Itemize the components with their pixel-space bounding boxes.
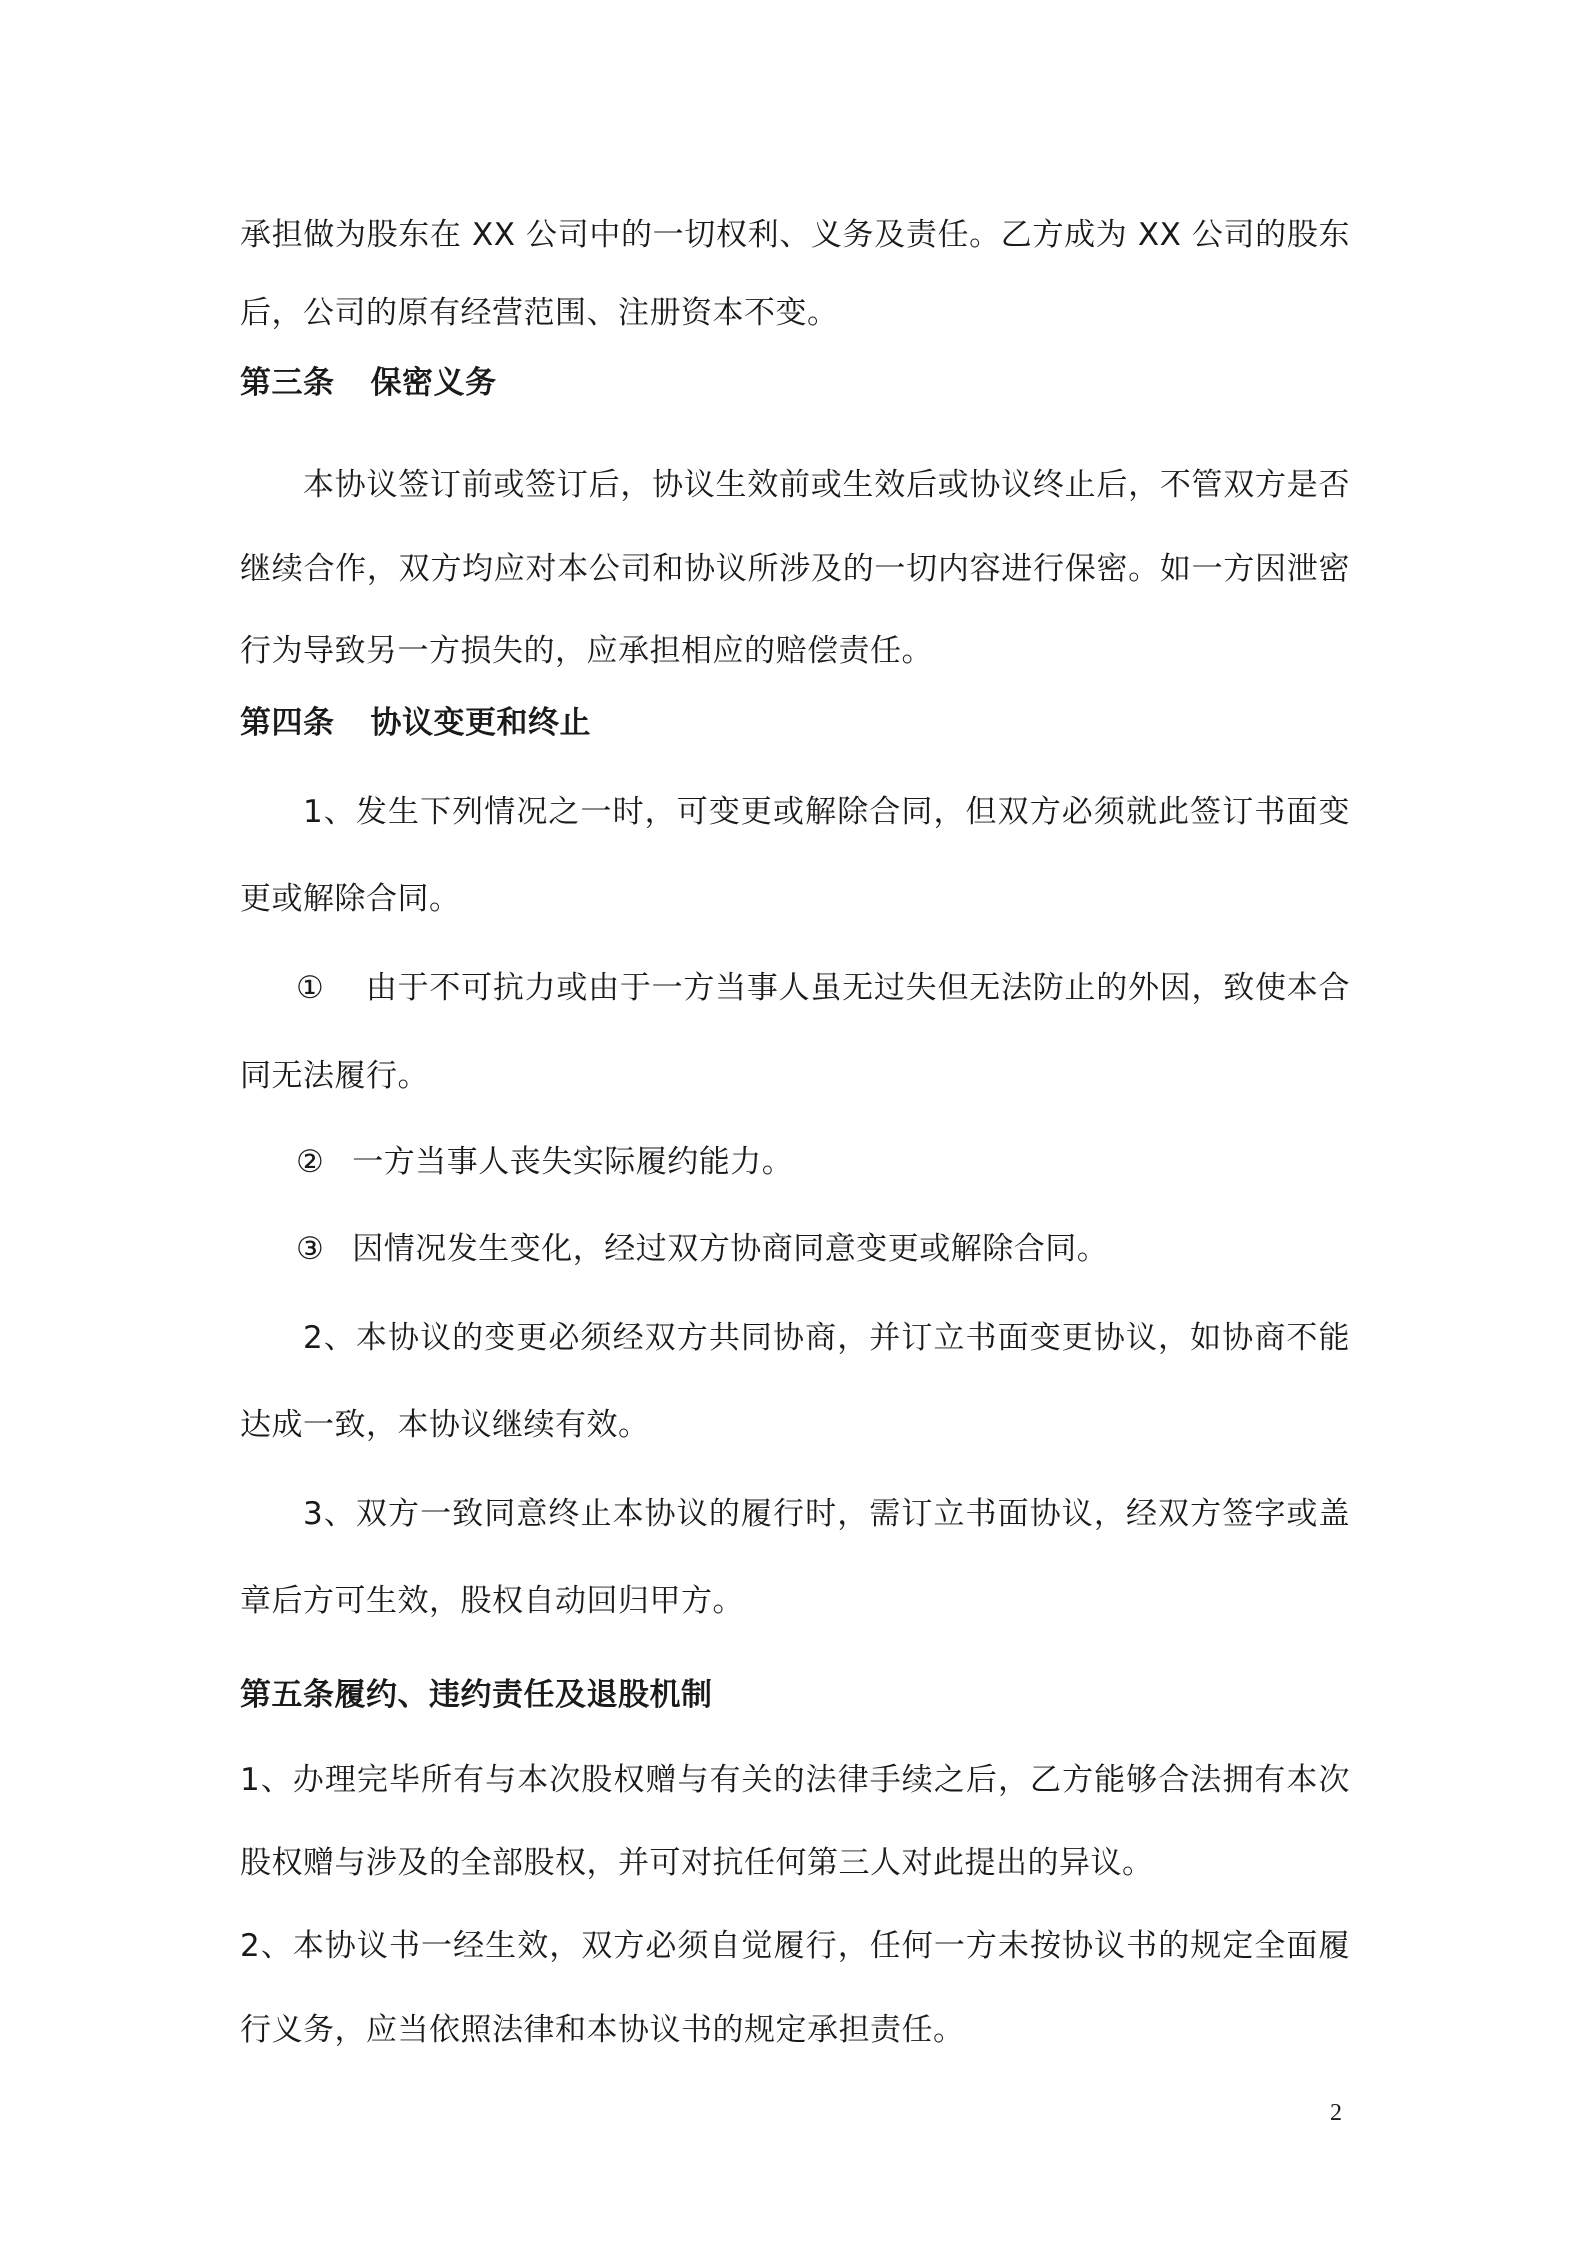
article3-heading — [240, 363, 1350, 403]
article4-sub1-text: 由于不可抗力或由于一方当事人虽无过失但无法防止的外因，致使本合 — [365, 970, 1351, 1006]
article3-title: 保密义务 — [370, 365, 497, 401]
article5-item1-line-1: 1、办理完毕所有与本次股权赠与有关的法律手续之后，乙方能够合法拥有本次 — [240, 1762, 1350, 1798]
article5-item1-line-2: 股权赠与涉及的全部股权，并可对抗任何第三人对此提出的异议。 — [240, 1845, 1154, 1881]
article4-sub2-text: 一方当事人丧失实际履约能力。 — [352, 1144, 794, 1180]
article4-item2-line-1: 2、本协议的变更必须经双方共同协商，并订立书面变更协议，如协商不能 — [303, 1320, 1350, 1356]
article3-number: 第三条 — [240, 365, 335, 401]
circled-two-marker: ② — [296, 1144, 325, 1180]
article4-sub1-line-1 — [296, 968, 1350, 1008]
article4-item1-line-1: 1、发生下列情况之一时，可变更或解除合同，但双方必须就此签订书面变 — [303, 794, 1350, 830]
article4-sub1-line-2: 同无法履行。 — [240, 1058, 429, 1094]
article4-item3-line-1: 3、双方一致同意终止本协议的履行时，需订立书面协议，经双方签字或盖 — [303, 1496, 1350, 1532]
article4-item2-line-2: 达成一致，本协议继续有效。 — [240, 1407, 650, 1443]
article5-heading: 第五条履约、违约责任及退股机制 — [240, 1677, 713, 1713]
circled-one-marker: ① — [296, 970, 325, 1006]
article5-item2-line-1: 2、本协议书一经生效，双方必须自觉履行，任何一方未按协议书的规定全面履 — [240, 1928, 1350, 1964]
article4-heading — [240, 703, 1350, 743]
article3-text-line-2: 继续合作，双方均应对本公司和协议所涉及的一切内容进行保密。如一方因泄密 — [240, 551, 1350, 587]
article4-sub3-text: 因情况发生变化，经过双方协商同意变更或解除合同。 — [352, 1231, 1109, 1267]
article4-sub2-line — [296, 1142, 1350, 1182]
article3-text-line-1: 本协议签订前或签订后，协议生效前或生效后或协议终止后，不管双方是否 — [303, 467, 1350, 503]
article4-item1-line-2: 更或解除合同。 — [240, 881, 461, 917]
article4-item3-line-2: 章后方可生效，股权自动回归甲方。 — [240, 1583, 744, 1619]
circled-three-marker: ③ — [296, 1231, 325, 1267]
article3-text-line-3: 行为导致另一方损失的，应承担相应的赔偿责任。 — [240, 633, 933, 669]
article5-item2-line-2: 行义务，应当依照法律和本协议书的规定承担责任。 — [240, 2012, 965, 2048]
article2-text-line-1: 承担做为股东在 XX 公司中的一切权利、义务及责任。乙方成为 XX 公司的股东 — [240, 217, 1350, 253]
article4-title: 协议变更和终止 — [370, 705, 591, 741]
article4-number: 第四条 — [240, 705, 335, 741]
article4-sub3-line — [296, 1229, 1350, 1269]
article2-text-line-2: 后，公司的原有经营范围、注册资本不变。 — [240, 295, 839, 331]
page-number: 2 — [1330, 2100, 1342, 2126]
